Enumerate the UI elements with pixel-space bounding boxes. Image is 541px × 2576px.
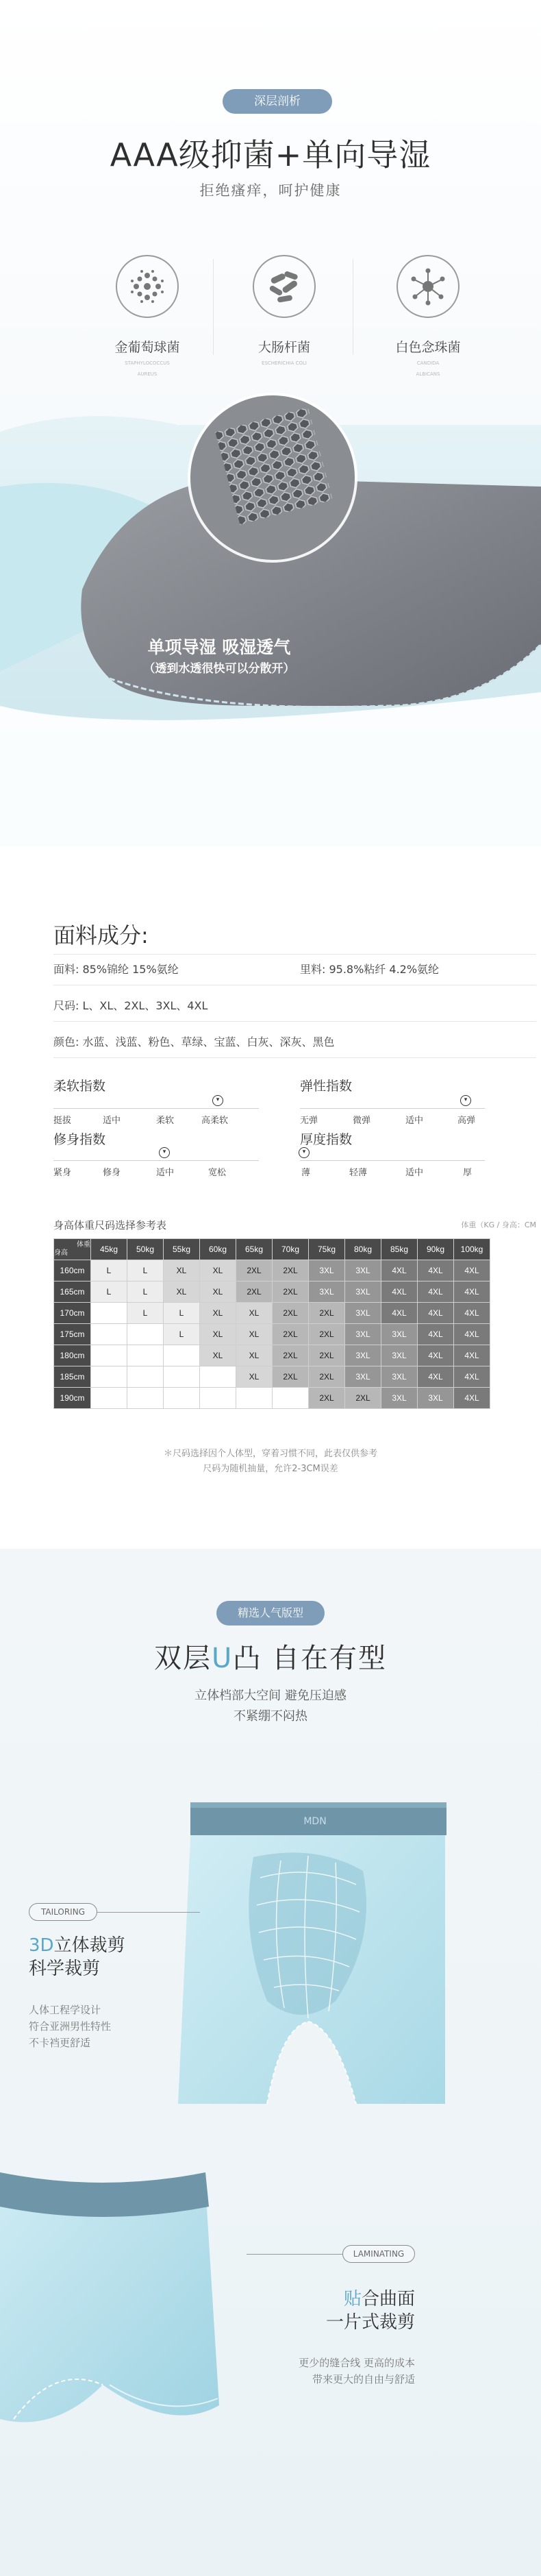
size-chart-cell: 2XL — [309, 1388, 345, 1409]
size-chart-cell — [127, 1345, 164, 1366]
size-chart-cell: 4XL — [454, 1345, 490, 1366]
size-chart-weight-header: 75kg — [309, 1239, 345, 1260]
bacteria-card-candida — [356, 255, 500, 377]
size-list: 尺码: L、XL、2XL、3XL、4XL — [53, 999, 208, 1012]
thickness-level: 适中 — [405, 1168, 424, 1178]
waistband-brand: MDN — [303, 1816, 327, 1827]
size-chart-header-row — [54, 1239, 490, 1260]
bacteria-latin: ESCHERICHIA COLI — [262, 360, 307, 366]
size-chart-cell: 4XL — [418, 1303, 454, 1324]
softness-level: 挺拔 — [53, 1116, 72, 1126]
elasticity-index-marker: ▾ — [460, 1095, 471, 1106]
softness-index-marker: ▾ — [212, 1095, 223, 1106]
bacteria-card-staphylococcus — [75, 255, 219, 377]
color-list: 颜色: 水蓝、浅蓝、粉色、草绿、宝蓝、白灰、深灰、黑色 — [53, 1035, 335, 1048]
size-chart-cell — [164, 1366, 200, 1388]
fit-level: 修身 — [103, 1168, 121, 1178]
size-chart-cell: 2XL — [273, 1324, 309, 1345]
size-chart-row — [54, 1303, 490, 1324]
divider — [53, 954, 536, 955]
size-chart-cell: XL — [236, 1366, 273, 1388]
size-chart-cell — [127, 1388, 164, 1409]
size-chart-cell — [91, 1345, 127, 1366]
fit-level: 宽松 — [208, 1168, 227, 1178]
waistband — [0, 2172, 209, 2217]
size-chart-cell — [273, 1388, 309, 1409]
softness-index-title: 柔软指数 — [53, 1079, 106, 1094]
size-chart-cell: 4XL — [454, 1281, 490, 1303]
fabric-title: 面料成分: — [53, 922, 149, 948]
feature-description: 不卡裆更舒适 — [29, 2037, 91, 2049]
fit-index-title: 修身指数 — [53, 1132, 106, 1147]
size-chart-table — [53, 1238, 490, 1409]
corner-weight-label: 体重 — [77, 1241, 90, 1249]
bacteria-latin: CANDIDA — [416, 360, 440, 366]
title-accent: U — [212, 1643, 234, 1674]
size-chart-weight-header: 80kg — [345, 1239, 381, 1260]
size-chart-cell: 4XL — [418, 1260, 454, 1281]
size-chart-row — [54, 1388, 490, 1409]
fabric-composition: 面料: 85%锦纶 15%氨纶 — [53, 963, 179, 976]
title-part: 凸 自在有型 — [233, 1643, 387, 1674]
size-chart-cell: 2XL — [273, 1260, 309, 1281]
size-chart-cell: 4XL — [381, 1303, 418, 1324]
section-badge: 深层剖析 — [223, 89, 332, 114]
bacteria-name: 白色念珠菌 — [395, 340, 461, 355]
size-chart-cell: 2XL — [236, 1281, 273, 1303]
size-chart-cell — [200, 1388, 236, 1409]
size-chart-row — [54, 1345, 490, 1366]
size-chart-cell: L — [164, 1303, 200, 1324]
size-chart-cell: 2XL — [345, 1388, 381, 1409]
size-chart-cell: 3XL — [345, 1324, 381, 1345]
size-chart-height-header: 160cm — [54, 1260, 91, 1281]
bacteria-latin: AUREUS — [137, 371, 158, 377]
staphylococcus-icon — [116, 255, 179, 318]
feature-accent: 3D — [29, 1935, 54, 1956]
size-chart-weight-header: 60kg — [200, 1239, 236, 1260]
size-chart-cell: XL — [200, 1345, 236, 1366]
divider — [53, 1057, 536, 1058]
size-chart-corner — [54, 1239, 91, 1260]
size-chart-weight-header: 65kg — [236, 1239, 273, 1260]
size-chart-cell: 2XL — [273, 1281, 309, 1303]
title-part: 双层 — [154, 1643, 212, 1674]
size-chart-cell: XL — [200, 1303, 236, 1324]
elasticity-level: 无弹 — [300, 1116, 318, 1126]
bacteria-latin: STAPHYLOCOCCUS — [125, 360, 170, 366]
feature-heading — [288, 2287, 415, 2311]
size-chart-cell: 3XL — [345, 1260, 381, 1281]
size-chart-row — [54, 1281, 490, 1303]
size-chart-row — [54, 1324, 490, 1345]
size-chart-weight-header: 70kg — [273, 1239, 309, 1260]
thickness-level: 薄 — [301, 1168, 311, 1178]
size-chart-cell — [127, 1324, 164, 1345]
size-chart-cell: 2XL — [309, 1303, 345, 1324]
size-chart-cell: 4XL — [381, 1281, 418, 1303]
size-chart-cell: XL — [236, 1324, 273, 1345]
size-chart-cell: 2XL — [273, 1366, 309, 1388]
size-chart-height-header: 180cm — [54, 1345, 91, 1366]
size-chart-cell: L — [127, 1260, 164, 1281]
elasticity-level: 微弹 — [353, 1116, 371, 1126]
size-note: 尺码为随机抽量，允许2-3CM误差 — [203, 1464, 338, 1474]
size-chart-cell: 4XL — [418, 1281, 454, 1303]
briefs-front-illustration — [130, 1782, 452, 2104]
feature-description: 人体工程学设计 — [29, 2004, 101, 2016]
size-chart-cell — [91, 1366, 127, 1388]
size-chart-cell — [91, 1303, 127, 1324]
fit-level: 紧身 — [53, 1168, 72, 1178]
size-chart-cell: XL — [236, 1303, 273, 1324]
size-chart-cell: 2XL — [309, 1324, 345, 1345]
size-chart-cell: 3XL — [381, 1388, 418, 1409]
size-chart-cell: 3XL — [381, 1366, 418, 1388]
size-chart-title: 身高体重尺码选择参考表 — [53, 1219, 167, 1231]
feature-heading-text: 立体裁剪 — [53, 1935, 125, 1956]
section-subtitle: 立体档部大空间 避免压迫感 — [194, 1689, 347, 1703]
fit-level: 适中 — [156, 1168, 175, 1178]
size-chart-cell: 2XL — [309, 1345, 345, 1366]
size-chart-cell — [127, 1366, 164, 1388]
divider — [53, 1021, 536, 1022]
size-chart-row — [54, 1260, 490, 1281]
feature-accent: 贴 — [343, 2289, 362, 2309]
feature-heading-text: 合曲面 — [361, 2289, 415, 2309]
size-chart-cell: 3XL — [345, 1345, 381, 1366]
lining-composition: 里料: 95.8%粘纤 4.2%氨纶 — [300, 963, 440, 976]
softness-index-bar — [53, 1108, 259, 1109]
elasticity-index-title: 弹性指数 — [300, 1079, 353, 1094]
size-chart-cell: 4XL — [454, 1324, 490, 1345]
size-chart-cell: 4XL — [454, 1260, 490, 1281]
thickness-level: 厚 — [463, 1168, 473, 1178]
briefs-body — [0, 2186, 219, 2422]
size-chart-cell: 4XL — [418, 1366, 454, 1388]
moisture-caption: 单项导湿 吸湿透气 — [147, 637, 291, 657]
size-chart-unit: 体重（KG / 身高：CM — [461, 1220, 536, 1229]
size-chart-cell: 3XL — [309, 1281, 345, 1303]
size-chart-weight-header: 85kg — [381, 1239, 418, 1260]
size-chart-cell: L — [164, 1324, 200, 1345]
size-chart-cell: 4XL — [381, 1260, 418, 1281]
softness-level: 高柔软 — [201, 1116, 229, 1126]
feature-description: 符合亚洲男性特性 — [29, 2020, 112, 2033]
section-title — [0, 1636, 541, 1676]
size-chart-cell: 4XL — [454, 1388, 490, 1409]
section-subtitle: 不紧绷不闷热 — [234, 1709, 307, 1724]
size-chart-cell: 3XL — [418, 1388, 454, 1409]
elasticity-level: 高弹 — [457, 1116, 476, 1126]
size-chart-cell: 4XL — [454, 1366, 490, 1388]
elasticity-level: 适中 — [405, 1116, 424, 1126]
size-chart-cell — [91, 1324, 127, 1345]
briefs-side-illustration — [0, 2159, 288, 2474]
thickness-index-marker: ▾ — [299, 1147, 310, 1158]
laminating-tag: LAMINATING — [342, 2245, 415, 2263]
candida-icon — [397, 255, 460, 318]
size-chart-cell — [236, 1388, 273, 1409]
size-chart-weight-header: 100kg — [454, 1239, 490, 1260]
size-chart-weight-header: 50kg — [127, 1239, 164, 1260]
size-chart-height-header: 185cm — [54, 1366, 91, 1388]
size-chart-cell: XL — [236, 1345, 273, 1366]
elasticity-index-bar — [300, 1108, 485, 1109]
size-chart-cell: 3XL — [345, 1303, 381, 1324]
size-chart-cell: 2XL — [309, 1366, 345, 1388]
fit-index-marker: ▾ — [159, 1147, 170, 1158]
size-chart-cell: XL — [200, 1324, 236, 1345]
size-chart-cell: 4XL — [454, 1303, 490, 1324]
size-chart-height-header: 175cm — [54, 1324, 91, 1345]
size-chart-cell: 3XL — [345, 1366, 381, 1388]
size-chart-cell — [164, 1388, 200, 1409]
fit-index-bar — [53, 1160, 259, 1161]
bacteria-name: 金葡萄球菌 — [114, 340, 180, 355]
size-chart-cell: 3XL — [381, 1324, 418, 1345]
size-note: ＊尺码选择因个人体型，穿着习惯不同，此表仅供参考 — [163, 1449, 377, 1459]
size-chart-cell: 3XL — [309, 1260, 345, 1281]
size-chart-row — [54, 1366, 490, 1388]
thickness-index-title: 厚度指数 — [300, 1132, 353, 1147]
bacteria-latin: ALBICANS — [416, 371, 440, 377]
waistband-edge — [190, 1802, 446, 1808]
size-chart-cell: 2XL — [273, 1303, 309, 1324]
size-chart-weight-header: 45kg — [91, 1239, 127, 1260]
size-chart-cell: XL — [164, 1281, 200, 1303]
size-chart-height-header: 170cm — [54, 1303, 91, 1324]
size-chart-cell: 4XL — [418, 1324, 454, 1345]
size-chart-cell: L — [91, 1281, 127, 1303]
feature-heading: 一片式裁剪 — [325, 2312, 415, 2333]
size-chart-weight-header: 90kg — [418, 1239, 454, 1260]
tailoring-tag: TAILORING — [29, 1903, 97, 1921]
size-chart-cell: L — [91, 1260, 127, 1281]
e-coli-icon — [253, 255, 316, 318]
size-chart-cell — [164, 1345, 200, 1366]
moisture-caption-sub: （透到水透很快可以分散开） — [143, 662, 295, 676]
size-chart-height-header: 165cm — [54, 1281, 91, 1303]
size-chart-cell: 2XL — [236, 1260, 273, 1281]
size-chart-cell: XL — [200, 1260, 236, 1281]
feature-description: 更少的缝合线 更高的成本 — [299, 2357, 415, 2369]
softness-level: 适中 — [103, 1116, 121, 1126]
section-title: AAA级抑菌+单向导湿 — [110, 136, 431, 173]
bacteria-name: 大肠杆菌 — [257, 340, 310, 355]
size-chart-height-header: 190cm — [54, 1388, 91, 1409]
size-chart-cell: 3XL — [345, 1281, 381, 1303]
section-badge: 精选人气版型 — [216, 1601, 325, 1626]
corner-height-label: 身高 — [54, 1249, 68, 1257]
thickness-index-bar — [300, 1160, 485, 1161]
feature-description: 带来更大的自由与舒适 — [312, 2373, 415, 2385]
tag-connector-line — [97, 1912, 200, 1913]
feature-heading — [29, 1934, 125, 1957]
section-subtitle: 拒绝瘙痒，呵护健康 — [199, 182, 342, 199]
feature-heading: 科学裁剪 — [29, 1959, 101, 1979]
size-chart-cell: 2XL — [273, 1345, 309, 1366]
size-chart-cell — [200, 1366, 236, 1388]
size-chart-cell: 4XL — [418, 1345, 454, 1366]
size-chart-cell: 3XL — [381, 1345, 418, 1366]
size-chart-cell: XL — [200, 1281, 236, 1303]
softness-level: 柔软 — [156, 1116, 175, 1126]
size-chart-cell: XL — [164, 1260, 200, 1281]
size-chart-weight-header: 55kg — [164, 1239, 200, 1260]
size-chart-cell — [91, 1388, 127, 1409]
size-chart-cell: L — [127, 1303, 164, 1324]
size-chart-cell: L — [127, 1281, 164, 1303]
thickness-level: 轻薄 — [349, 1168, 368, 1178]
tag-connector-line — [247, 2254, 342, 2255]
fabric-closeup-illustration — [0, 384, 541, 846]
bacteria-card-e-coli — [212, 255, 356, 371]
